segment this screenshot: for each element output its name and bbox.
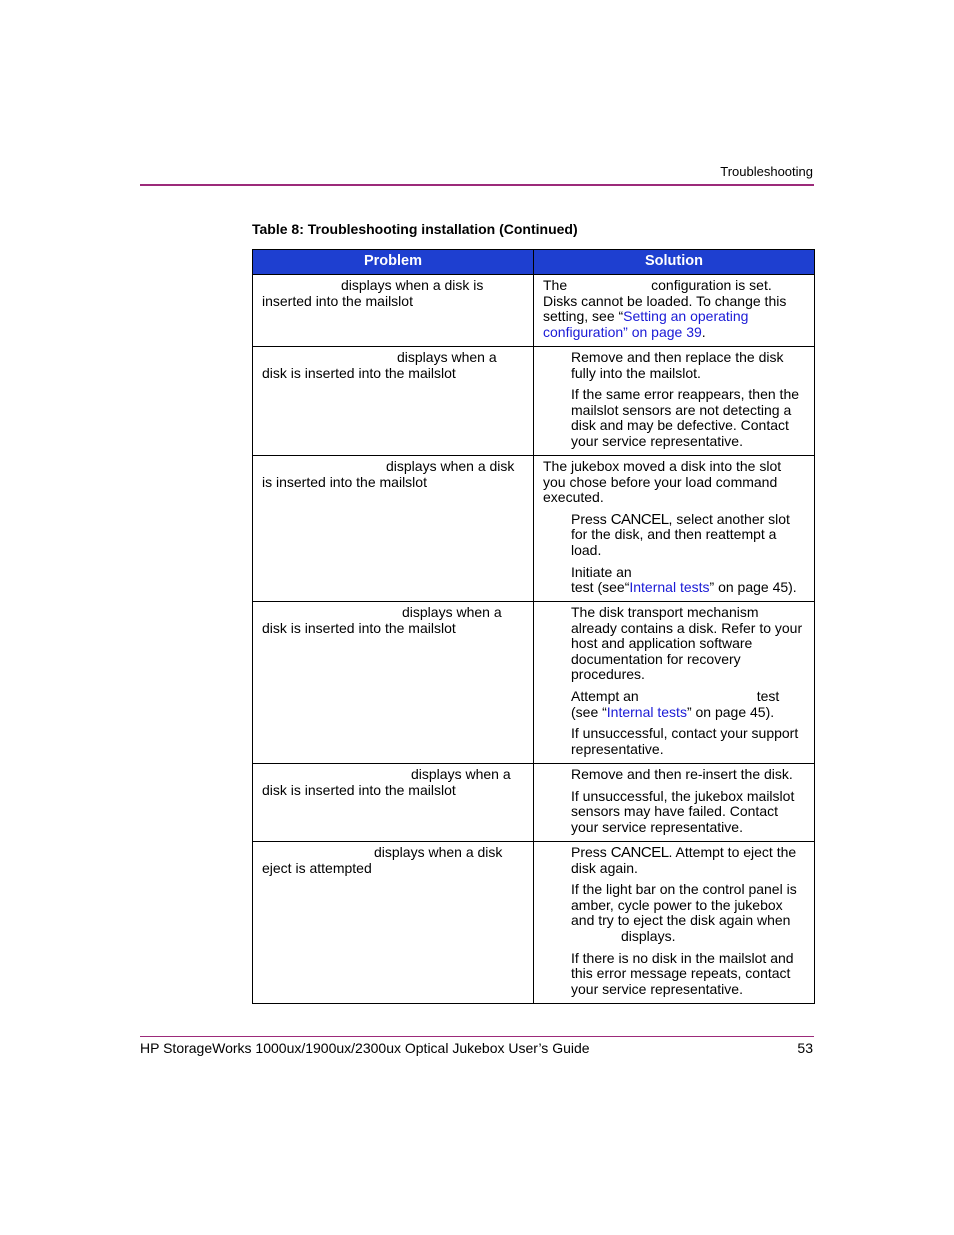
header-rule	[140, 184, 814, 186]
page-number: 53	[797, 1040, 813, 1056]
solution-cell	[534, 347, 815, 456]
problem-cell	[253, 602, 534, 764]
solution-step: If there is no disk in the mailslot and this error message repeats, contact your service representative.	[571, 949, 794, 997]
solution-step: Initiate an test (see“Internal tests” on page 45).	[571, 563, 797, 596]
link-internal-tests[interactable]: Internal tests	[629, 579, 710, 596]
footer-rule	[140, 1036, 814, 1037]
problem-text: displays when a disk eject is attempted	[262, 844, 503, 876]
problem-cell	[253, 842, 534, 1004]
solution-step: If the same error reappears, then the mailslot sensors are not detecting a disk and may be defective. Contact your service representative.	[571, 386, 800, 449]
problem-text: displays when a disk is inserted into the mailslot	[262, 604, 502, 636]
solution-step: If the light bar on the control panel is amber, cycle power to the jukebox and try to eject the disk again when displays.	[571, 881, 797, 944]
table-row	[253, 842, 815, 1004]
solution-step: The disk transport mechanism already contains a disk. Refer to your host and application software documentation for recovery procedures.	[571, 604, 803, 683]
solution-cell	[534, 275, 815, 347]
solution-cell	[534, 456, 815, 602]
problem-text: displays when a disk is inserted into the mailslot	[262, 766, 511, 798]
link-internal-tests[interactable]: Internal tests	[606, 703, 687, 720]
troubleshooting-table	[252, 249, 815, 1004]
solution-step: If unsuccessful, contact your support representative.	[571, 725, 799, 757]
problem-cell	[253, 347, 534, 456]
table-row	[253, 764, 815, 842]
solution-intro: The jukebox moved a disk into the slot you chose before your load command executed.	[543, 458, 782, 506]
column-header-problem: Problem	[253, 250, 534, 275]
cancel-key: CANCEL	[610, 510, 669, 528]
solution-step: Remove and then replace the disk fully into the mailslot.	[571, 349, 784, 381]
problem-text: displays when a disk is inserted into the mailslot	[262, 458, 515, 490]
problem-cell	[253, 456, 534, 602]
problem-cell	[253, 275, 534, 347]
solution-step: If unsuccessful, the jukebox mailslot sensors may have failed. Contact your service representative.	[571, 787, 795, 835]
table-row	[253, 347, 815, 456]
cancel-key: CANCEL	[610, 844, 669, 861]
solution-cell	[534, 764, 815, 842]
running-header: Troubleshooting	[720, 164, 813, 179]
table-header-row	[253, 250, 815, 275]
problem-text: displays when a disk is inserted into the mailslot	[262, 349, 497, 381]
problem-text: displays when a disk is inserted into the mailslot	[262, 277, 484, 309]
solution-step: Remove and then re-insert the disk.	[571, 766, 793, 782]
footer-title: HP StorageWorks 1000ux/1900ux/2300ux Optical Jukebox User’s Guide	[140, 1040, 590, 1056]
solution-step: Attempt an test (see “Internal tests” on page 45).	[571, 687, 780, 720]
solution-text: The configuration is set. Disks cannot be loaded. To change this setting, see “Setting an operating configuration” on page 39.	[543, 277, 787, 340]
table-row	[253, 602, 815, 764]
table-row	[253, 275, 815, 347]
link-operating-configuration[interactable]: Setting an operating configuration” on page 39	[543, 308, 749, 340]
column-header-solution: Solution	[534, 250, 815, 275]
solution-cell	[534, 842, 815, 1004]
table-row	[253, 456, 815, 602]
table-caption: Table 8: Troubleshooting installation (Continued)	[252, 221, 578, 237]
solution-step: Press CANCEL. Attempt to eject the disk again.	[571, 844, 797, 876]
problem-cell	[253, 764, 534, 842]
solution-step: Press CANCEL, select another slot for the disk, and then reattempt a load.	[571, 510, 790, 558]
solution-cell	[534, 602, 815, 764]
